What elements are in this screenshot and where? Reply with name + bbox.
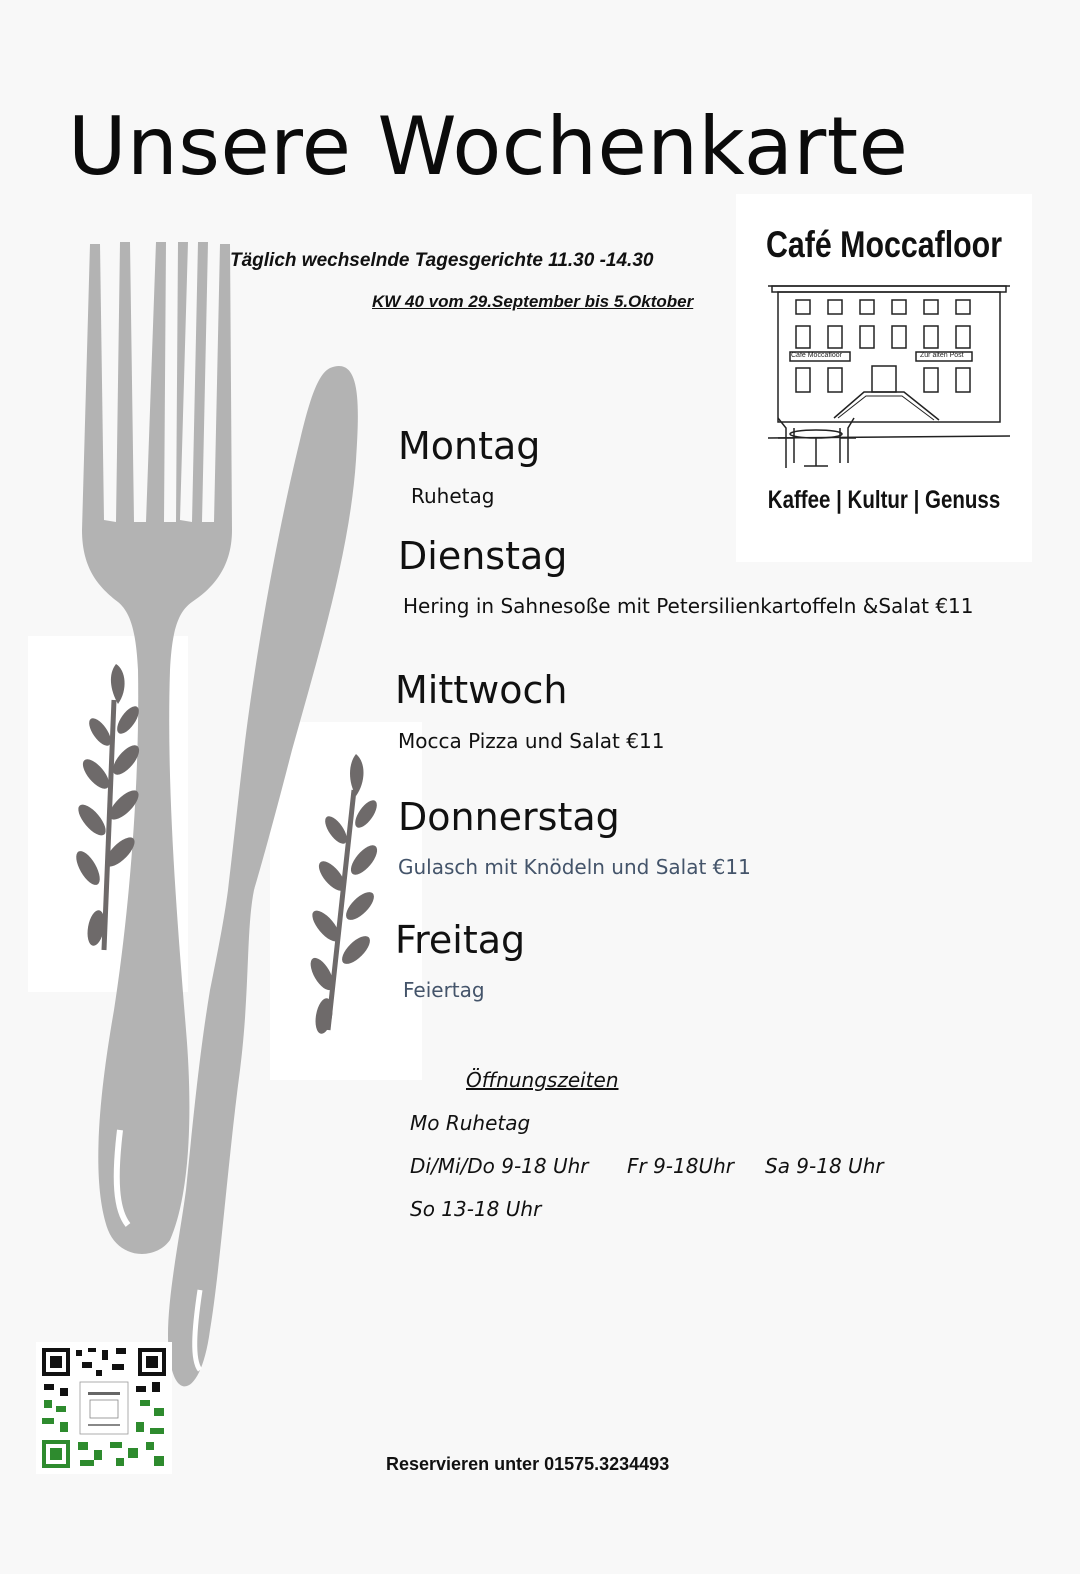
sprig-right-icon [302,750,382,1040]
reservation-phone[interactable]: Reservieren unter 01575.3234493 [386,1454,670,1474]
hours-friday: Fr 9-18Uhr [627,1154,735,1178]
hours-monday: Mo Ruhetag [410,1111,531,1135]
daily-dishes-note: Täglich wechselnde Tagesgerichte 11.30 -14.30 [230,250,654,271]
day-monday: Montag [398,424,541,468]
dish-thursday: Gulasch mit Knödeln und Salat €11 [398,855,751,879]
dish-wednesday: Mocca Pizza und Salat €11 [398,729,665,753]
dish-tuesday: Hering in Sahnesoße mit Petersilienkartoffeln &Salat €11 [403,594,974,618]
logo-tagline: Kaffee | Kultur | Genuss [767,486,1001,514]
logo-sign-right: Zur alten Post [920,352,964,359]
cafe-building-icon [764,278,1014,478]
day-thursday: Donnerstag [398,795,620,839]
day-friday: Freitag [395,918,526,962]
qr-code-icon [36,1342,172,1474]
logo-name: Café Moccafloor [765,224,1003,265]
sprig-left-icon [68,660,148,960]
hours-saturday: Sa 9-18 Uhr [765,1154,884,1178]
day-tuesday: Dienstag [398,534,568,578]
opening-hours-title: Öffnungszeiten [466,1068,619,1092]
calendar-week-note: KW 40 vom 29.September bis 5.Oktober [372,292,694,311]
day-wednesday: Mittwoch [395,668,568,712]
qr-code[interactable] [36,1342,172,1474]
dish-monday: Ruhetag [411,484,495,508]
page-title: Unsere Wochenkarte [68,100,909,193]
cafe-logo [736,194,1032,562]
hours-sunday: So 13-18 Uhr [410,1197,542,1221]
dish-friday: Feiertag [403,978,485,1002]
hours-weekdays: Di/Mi/Do 9-18 Uhr [410,1154,589,1178]
logo-sign-left: Café Moccafloor [791,352,842,359]
